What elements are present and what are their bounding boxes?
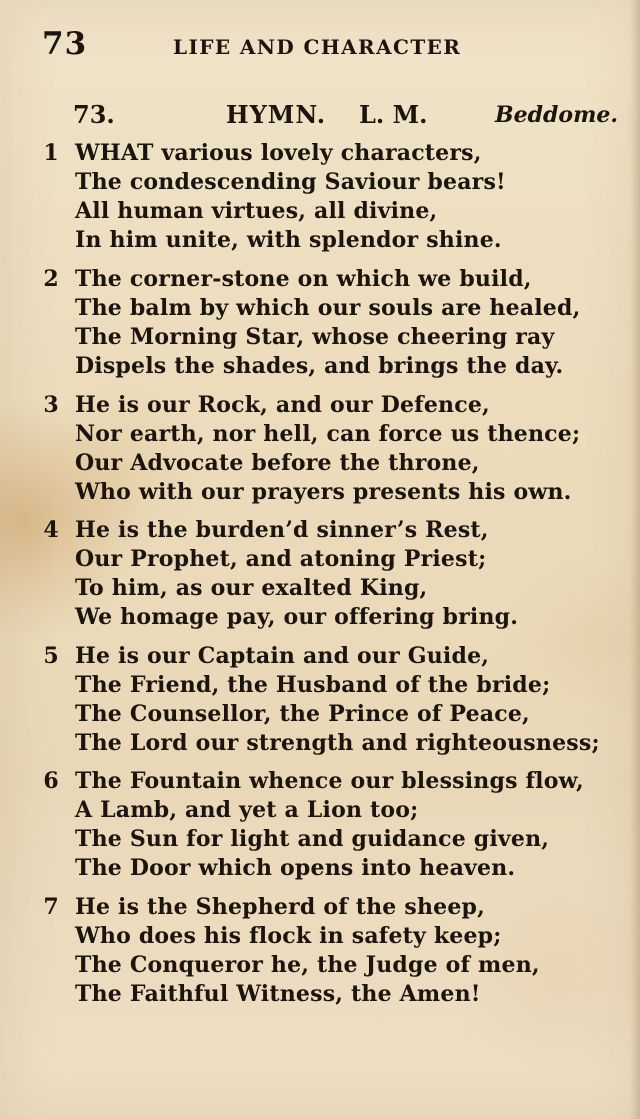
stanza-6 (42, 768, 627, 898)
stanza-2 (42, 266, 627, 396)
stanza-line: The condescending Saviour bears! (75, 169, 506, 195)
stanza-line: The balm by which our souls are healed, (75, 295, 581, 321)
stanza-line: We homage pay, our offering bring. (75, 604, 519, 630)
stanza-line: The Morning Star, whose cheering ray (75, 324, 555, 350)
stanza-line: A Lamb, and yet a Lion too; (75, 797, 419, 823)
stanza-line: WHAT various lovely characters, (75, 140, 482, 166)
stanza-number: 7 (43, 894, 59, 920)
hymn-author: Beddome. (495, 102, 618, 128)
stanza-number: 3 (43, 392, 59, 418)
hymn-meter: L. M. (359, 100, 428, 129)
stanza-1 (42, 140, 627, 270)
stanza-line: The Sun for light and guidance given, (75, 826, 550, 852)
stanza-line: The Lord our strength and righteousness; (75, 730, 600, 756)
stanza-line: The Faithful Witness, the Amen! (75, 981, 481, 1007)
stanza-line: Who does his flock in safety keep; (75, 923, 502, 949)
stanza-line: Nor earth, nor hell, can force us thence; (75, 421, 581, 447)
stanza-line: All human virtues, all divine, (75, 198, 438, 224)
hymn-title: HYMN. (226, 100, 327, 129)
hymn-number: 73. (73, 100, 115, 129)
stanza-line: The Door which opens into heaven. (75, 855, 516, 881)
stanza-3 (42, 392, 627, 522)
stanza-line: The corner-stone on which we build, (75, 266, 532, 292)
stanza-line: Who with our prayers presents his own. (75, 479, 572, 505)
stanza-line: Dispels the shades, and brings the day. (75, 353, 564, 379)
stanza-line: The Fountain whence our blessings flow, (75, 768, 584, 794)
stanza-number: 4 (43, 517, 59, 543)
stanza-line: He is the Shepherd of the sheep, (75, 894, 485, 920)
stanza-line: The Friend, the Husband of the bride; (75, 672, 551, 698)
stanza-4 (42, 517, 627, 647)
stanza-number: 5 (43, 643, 59, 669)
stanza-7 (42, 894, 627, 1024)
stanza-number: 1 (43, 140, 59, 166)
hymn-heading (73, 100, 618, 132)
stanza-line: He is our Captain and our Guide, (75, 643, 490, 669)
stanza-line: The Conqueror he, the Judge of men, (75, 952, 540, 978)
page-spine-shadow (630, 0, 640, 1119)
stanza-5 (42, 643, 627, 773)
page-number: 73 (42, 26, 88, 62)
stanza-number: 6 (43, 768, 59, 794)
stanza-line: In him unite, with splendor shine. (75, 227, 502, 253)
stanza-line: He is the burden’d sinner’s Rest, (75, 517, 489, 543)
stanza-line: To him, as our exalted King, (75, 575, 428, 601)
stanza-line: Our Advocate before the throne, (75, 450, 480, 476)
stanza-line: He is our Rock, and our Defence, (75, 392, 490, 418)
running-title: LIFE AND CHARACTER (173, 35, 462, 59)
page-header (42, 26, 602, 66)
stanza-number: 2 (43, 266, 59, 292)
stanza-line: Our Prophet, and atoning Priest; (75, 546, 487, 572)
stanza-line: The Counsellor, the Prince of Peace, (75, 701, 530, 727)
